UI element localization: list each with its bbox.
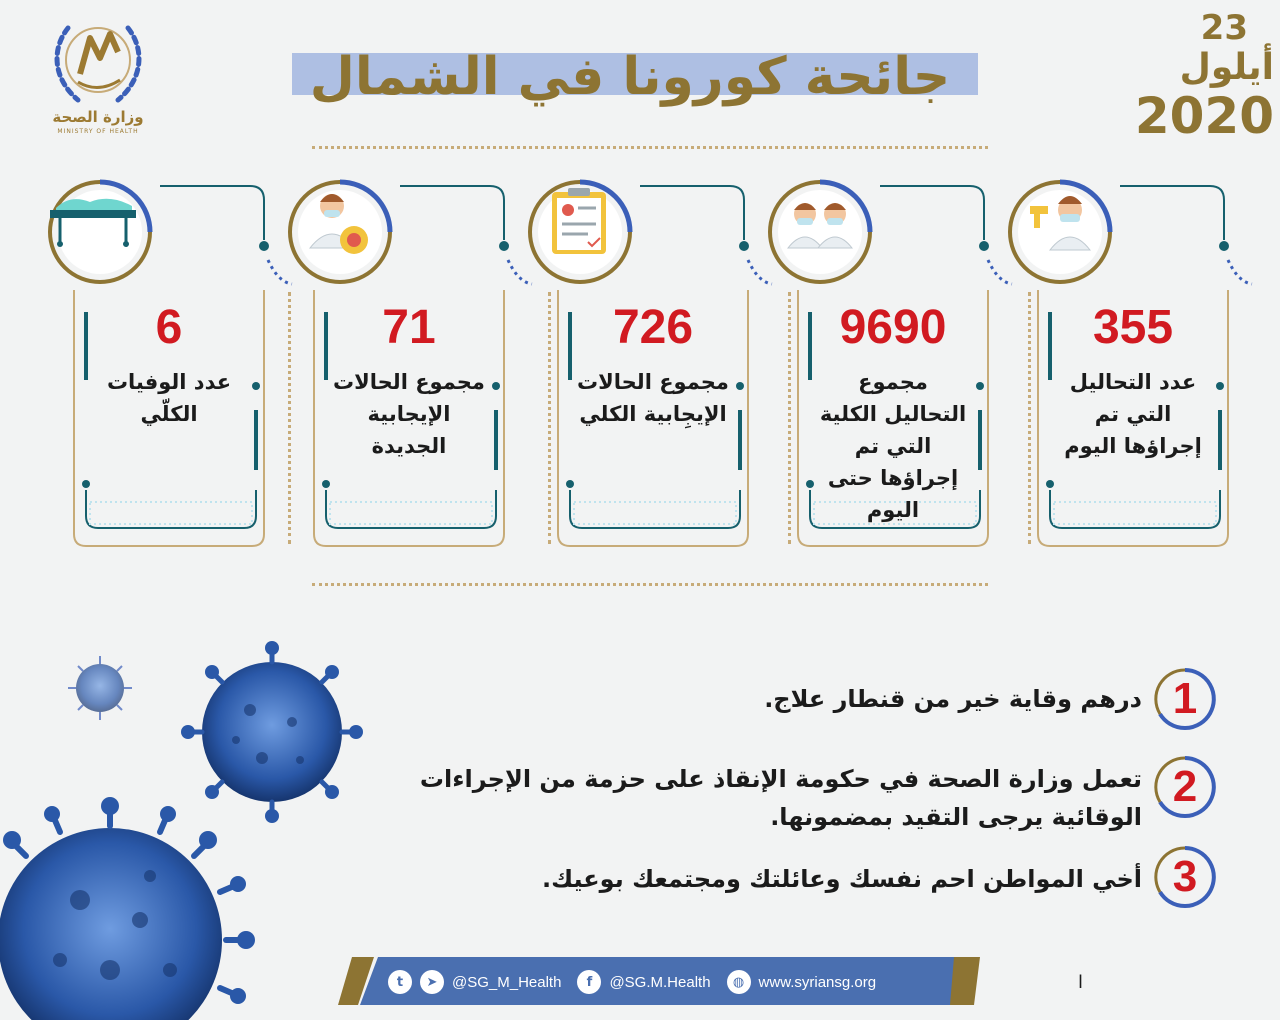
page-mark: ا xyxy=(1078,972,1084,993)
top-divider xyxy=(312,146,988,149)
virus-large xyxy=(0,797,255,1020)
laurel-wreath-icon xyxy=(38,8,158,112)
stat-card-2 xyxy=(556,290,750,544)
date-day: 23 xyxy=(1200,8,1248,48)
virus-small xyxy=(68,656,132,720)
stat-card-0 xyxy=(1036,290,1230,544)
stat-icon-0 xyxy=(1000,170,1200,280)
footer-handle-1[interactable]: @SG_M_Health xyxy=(452,973,562,991)
stat-card-1 xyxy=(796,290,990,544)
stat-label: مجموع التحاليل الكلية التي تم إجراؤها حتى اليوم xyxy=(819,370,967,522)
facebook-icon[interactable]: f xyxy=(577,970,601,994)
middle-divider xyxy=(312,583,988,586)
logo-english-text: MINISTRY OF HEALTH xyxy=(57,128,139,135)
note-number: 1 xyxy=(1172,674,1198,723)
virus-illustration xyxy=(0,640,380,1020)
logo-arabic-text: وزارة الصحة xyxy=(52,108,144,126)
ministry-logo xyxy=(28,8,168,148)
page-title: جائحة كورونا في الشمال xyxy=(309,47,951,107)
separator xyxy=(548,292,551,544)
stat-label: مجموع الحالات الإيجِابية الكلي xyxy=(577,370,729,426)
stat-value: 355 xyxy=(1092,301,1174,354)
globe-icon[interactable]: ◍ xyxy=(727,970,751,994)
stat-icon-2 xyxy=(520,170,720,280)
note-number: 2 xyxy=(1172,762,1198,811)
stat-value: 726 xyxy=(612,301,694,354)
stat-value: 9690 xyxy=(839,301,947,354)
date-year: 2020 xyxy=(1134,87,1274,145)
note-badge-3 xyxy=(1152,844,1218,910)
separator xyxy=(1028,292,1031,544)
date-block xyxy=(1128,8,1274,144)
stat-label: عدد الوفيات الكلّي xyxy=(106,370,232,426)
twitter-icon[interactable]: t xyxy=(388,970,412,994)
footer-website[interactable]: www.syriansg.org xyxy=(758,973,877,991)
separator xyxy=(288,292,291,544)
note-2: تعمل وزارة الصحة في حكومة الإنقاذ على حزمة من الإجراءات الوقائية يرجى التقيد بمضمونها. xyxy=(419,765,1142,831)
stat-card-3 xyxy=(312,290,506,544)
stat-icon-4 xyxy=(40,170,240,280)
virus-medium xyxy=(181,641,363,823)
footer-bar xyxy=(338,955,980,1007)
date-month: أيلول xyxy=(1179,47,1274,88)
footer-items xyxy=(388,967,948,997)
note-3: أخي المواطن احم نفسك وعائلتك ومجتمعك بوعيك. xyxy=(542,865,1142,893)
telegram-icon[interactable]: ➤ xyxy=(420,970,444,994)
note-1: درهم وقاية خير من قنطار علاج. xyxy=(764,685,1142,713)
stat-icon-1 xyxy=(760,170,960,280)
stat-label: مجموع الحالات الإيجابية الجديدة xyxy=(333,370,485,458)
stat-icon-3 xyxy=(280,170,480,280)
note-badge-1 xyxy=(1152,666,1218,732)
note-number: 3 xyxy=(1172,852,1198,901)
stat-value: 71 xyxy=(382,301,436,354)
note-badge-2 xyxy=(1152,754,1218,820)
stat-card-4 xyxy=(72,290,266,544)
separator xyxy=(788,292,791,544)
footer-handle-2[interactable]: @SG.M.Health xyxy=(609,973,711,991)
stat-value: 6 xyxy=(155,301,183,354)
stat-label: عدد التحاليل التي تم إجراؤها اليوم xyxy=(1064,370,1202,458)
